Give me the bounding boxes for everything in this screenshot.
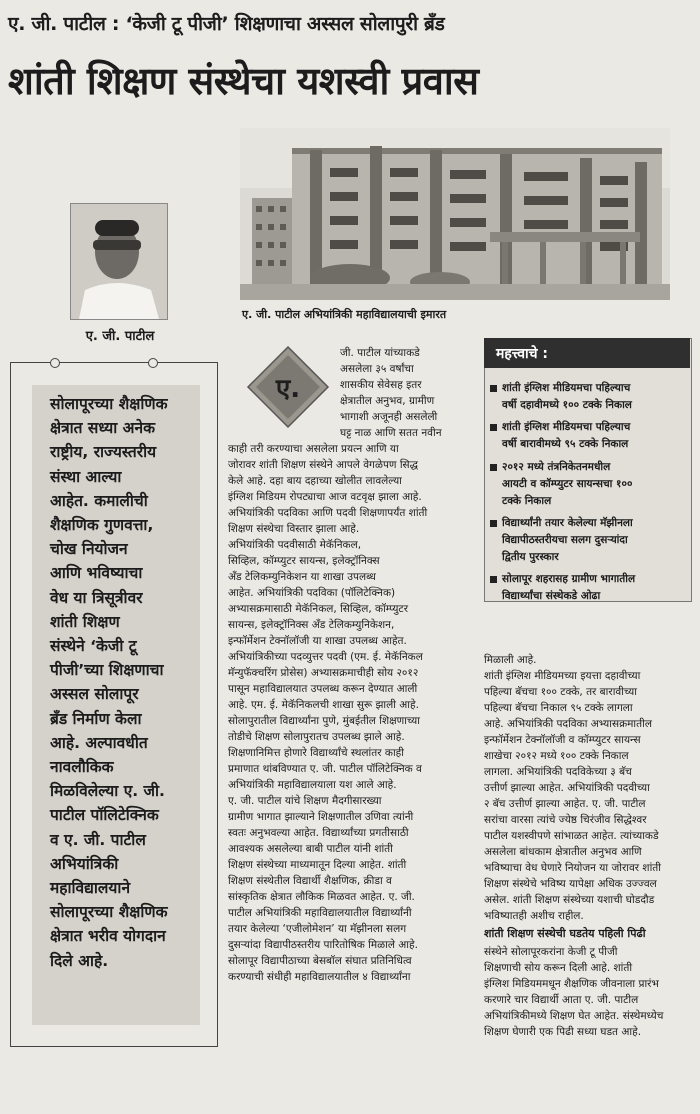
sidebar-line: दिले आहे.: [50, 951, 109, 970]
sidebar-line: व ए. जी. पाटील: [50, 830, 146, 849]
body-line: पाटील अभियांत्रिकी महाविद्यालयातील विद्यार्थ्यांनी: [228, 907, 412, 919]
highlight-line: विद्यार्थ्यांनी तयार केलेल्या मॅझीनला: [502, 517, 633, 529]
bullet-square-icon: [490, 385, 497, 392]
bullet-square-icon: [490, 520, 497, 527]
body-line: शासकीय सेवेसह इतर: [340, 379, 422, 391]
body-line: क्षेत्रातील अनुभव, ग्रामीण: [340, 395, 435, 407]
highlight-line: २०१२ मध्ये तंत्रनिकेतनमधील: [502, 461, 611, 473]
sidebar-line: सोलापूरच्या शैक्षणिक: [50, 395, 168, 413]
body-line: जी. पाटील यांच्याकडे: [340, 347, 420, 359]
highlight-line: शांती इंग्लिश मीडियमचा पहिल्याच: [502, 382, 631, 394]
body-line: पहिल्या बॅचचा १०० टक्के, तर बारावीच्या: [484, 686, 637, 698]
body-line: भविष्यातही अशीच राहील.: [484, 910, 584, 922]
body-line: इंग्लिश मिडियम रोपट्याचा आज वटवृक्ष झाला आहे.: [228, 491, 422, 503]
sidebar-frame-ornament-left: [50, 358, 60, 368]
body-line: आहे. अभियांत्रिकी पदविका अभ्यासक्रमातील: [484, 718, 652, 730]
body-line: जोरावर शांती शिक्षण संस्थेने आपले वेगळेपण सिद्ध: [228, 459, 419, 471]
sidebar-line: नावलौकिक: [50, 758, 114, 777]
body-line: शिक्षण संस्थेच्या माध्यमातून दिल्या आहेत. शांती: [228, 859, 407, 871]
body-line: असलेला ३५ वर्षांचा: [340, 363, 414, 375]
body-line: मिळाली आहे.: [484, 654, 537, 666]
body-line: करण्याची संधीही महाविद्यालयातील ४ विद्यार्थ्यांना: [228, 971, 411, 983]
body-line: तोडीचे शिक्षण सोलापुरातच उपलब्ध झाले आहे.: [228, 731, 405, 743]
body-line: पासून महाविद्यालयात उपलब्ध करून देण्यात आली: [228, 683, 418, 695]
body-line: इन्फॉर्मेशन टेक्नॉलॉजी व कॉम्प्युटर सायन्स: [484, 734, 641, 746]
body-line: आहे. एम. ई. मेकॅनिकलची शाखा सुरू झाली आहे.: [228, 699, 419, 711]
body-line: शिक्षण संस्थेचे भविष्य यापेक्षा अधिक उज्ज्वल: [484, 878, 657, 890]
body-line: स्वतः अनुभवल्या आहेत. विद्यार्थ्यांच्या प्रगतीसाठी: [228, 827, 409, 839]
highlight-line: आयटी व कॉम्प्युटर सायन्सचा १००: [502, 478, 633, 490]
sidebar-line: राष्ट्रीय, राज्यस्तरीय: [50, 443, 157, 462]
sidebar-line: आहेत. कमालीची: [50, 491, 148, 510]
highlight-line: वर्षी दहावीमध्ये १०० टक्के निकाल: [502, 399, 632, 411]
article-kicker: ए. जी. पाटील : ‘केजी टू पीजी’ शिक्षणाचा अस्सल सोलापुरी ब्रँड: [8, 13, 445, 35]
body-line: अँड टेलिकम्युनिकेशन या शाखा उपलब्ध: [228, 571, 376, 583]
body-line: शिक्षण घेणारी एक पिढी सध्या घडत आहे.: [484, 1026, 642, 1038]
sidebar-line: वेध या त्रिसूत्रीवर: [50, 588, 143, 607]
body-line: अभियांत्रिकी पदविका आणि पदवी शिक्षणापर्यंत शांती: [228, 507, 428, 519]
body-line: भविष्याचा वेध घेणारे नियोजन या जोरावर शांती: [484, 862, 662, 874]
sidebar-line: महाविद्यालयाने: [50, 879, 131, 898]
building-photo: [240, 128, 670, 300]
highlight-line: वर्षी बारावीमध्ये ९५ टक्के निकाल: [502, 438, 629, 450]
highlight-line: विद्यार्थ्यांचा संस्थेकडे ओढा: [502, 590, 601, 602]
body-line: अभियांत्रिकीच्या पदव्युत्तर पदवी (एम. ई. मेकॅनिकल: [228, 651, 423, 663]
body-line: दुसऱ्यांदा विद्यापीठस्तरीय पारितोषिक मिळाले आहे.: [228, 939, 418, 951]
body-line: २ बॅच उत्तीर्ण झाल्या आहेत. ए. जी. पाटील: [484, 798, 646, 810]
body-line: शिक्षण संस्थेचा विस्तार झाला आहे.: [228, 523, 360, 535]
bullet-square-icon: [490, 424, 497, 431]
highlights-title: महत्त्वाचे :: [496, 346, 548, 362]
sidebar-frame-ornament-right: [148, 358, 158, 368]
body-line: सायन्स, इलेक्ट्रॉनिक्स अँड टेलिकम्युनिकेशन,: [228, 619, 395, 631]
bullet-square-icon: [490, 464, 497, 471]
body-line: घट्ट नाळ आणि सतत नवीन: [340, 427, 442, 439]
body-line: इन्फॉर्मेशन टेक्नॉलॉजी या शाखा उपलब्ध आहेत.: [228, 635, 407, 647]
sidebar-line: क्षेत्रात सध्या अनेक: [50, 419, 155, 438]
body-line: शाखेचा २०१२ मध्ये १०० टक्के निकाल: [484, 750, 629, 762]
highlight-line: टक्के निकाल: [502, 495, 552, 507]
body-line: लागला. अभियांत्रिकी पदविकेच्या ३ बॅच: [484, 766, 632, 778]
body-line: असलेला बांधकाम क्षेत्रातील अनुभव आणि: [484, 846, 642, 858]
sidebar-line: शैक्षणिक गुणवत्ता,: [50, 516, 154, 535]
body-line: आहेत. अभियांत्रिकी पदविका (पॉलिटेक्निक): [228, 587, 396, 599]
drop-initial-text: ए.: [275, 374, 301, 404]
body-line: सांस्कृतिक क्षेत्रात लौकिक मिळवत आहेत. ए. जी.: [228, 891, 415, 903]
body-line: तयार केलेल्या ‘एजीलोमेशन’ या मॅझीनला सलग: [228, 923, 407, 935]
body-line: अभियांत्रिकी महाविद्यालयाला यश आले आहे.: [228, 779, 397, 791]
body-line: काही तरी करण्याचा असलेला प्रयत्न आणि या: [228, 443, 399, 455]
sidebar-line: पाटील पॉलिटेक्निक: [50, 806, 159, 825]
body-line: ए. जी. पाटील यांचे शिक्षण मैदगीसारख्या: [228, 795, 382, 807]
body-line: करणारे चार विद्यार्थी आता ए. जी. पाटील: [484, 994, 639, 1006]
sidebar-line: अभियांत्रिकी: [50, 854, 119, 873]
sidebar-line: अस्सल सोलापूर: [50, 685, 139, 704]
body-line: असेल. शांती शिक्षण संस्थेच्या यशाची घोडदौड: [484, 894, 655, 906]
body-line: उत्तीर्ण झाल्या आहेत. अभियांत्रिकी पदवीच्या: [484, 782, 650, 794]
sidebar-line: सोलापूरच्या शैक्षणिक: [50, 903, 168, 922]
body-line: पाटील यशस्वीपणे सांभाळत आहेत. त्यांच्याकडे: [484, 830, 659, 842]
body-line: शिक्षण संस्थेतील विद्यार्थी शैक्षणिक, क्रीडा व: [228, 875, 392, 887]
sidebar-line: शांती शिक्षण: [50, 612, 120, 631]
sidebar-line: पीजी’च्या शिक्षणाचा: [50, 661, 164, 680]
body-line: अभियांत्रिकीमध्ये शिक्षण घेत आहेत. संस्थेमध्येच: [484, 1010, 664, 1022]
portrait-name: ए. जी. पाटील: [85, 329, 155, 344]
bullet-square-icon: [490, 576, 497, 583]
body-line: सोलापुरातील विद्यार्थ्यांना पुणे, मुंबईतील शिक्षणाच्या: [228, 715, 420, 727]
highlight-line: शांती इंग्लिश मीडियमचा पहिल्याच: [502, 421, 631, 433]
article-headline: शांती शिक्षण संस्थेचा यशस्वी प्रवास: [8, 59, 479, 103]
body-line: केले आहे. दहा बाय दहाच्या खोलीत लावलेल्या: [228, 475, 402, 487]
sidebar-line: संस्थेने ‘केजी टू: [50, 637, 137, 656]
body-line: अभ्यासक्रमासाठी मेकॅनिकल, सिव्हिल, कॉम्प्युटर: [228, 603, 408, 615]
highlight-line: द्वितीय पुरस्कार: [502, 551, 559, 563]
highlight-line: विद्यापीठस्तरीयचा सलग दुसऱ्यांदा: [502, 534, 628, 546]
body-line: शिक्षणानिमित्त होणारे विद्यार्थ्यांचे स्थलांतर काही: [228, 747, 404, 759]
sidebar-line: मिळविलेल्या ए. जी.: [50, 782, 165, 801]
body-line: ग्रामीण भागात झाल्याने शिक्षणातील उणिवा त्यांनी: [228, 811, 414, 823]
portrait-photo: [70, 203, 168, 320]
body-line: सोलापूर विद्यापीठाच्या बेसबॉल संघात प्रतिनिधित्व: [228, 955, 412, 967]
body-line: अभियांत्रिकी पदवीसाठी मेकॅनिकल,: [228, 539, 362, 551]
body-line: सिव्हिल, कॉम्प्युटर सायन्स, इलेक्ट्रॉनिक्स: [228, 555, 380, 567]
body-line: शिक्षणाची सोय करून दिली आहे. शांती: [484, 962, 633, 974]
sidebar-line: चोख नियोजन: [50, 540, 128, 559]
body-line: आवश्यक असलेल्या बाबी पाटील यांनी शांती: [228, 843, 393, 855]
body-line: भागाशी अजूनही असलेली: [340, 411, 438, 423]
drop-initial-badge: [246, 345, 330, 429]
sidebar-line: संस्था आल्या: [50, 467, 122, 486]
body-line: पहिल्या बॅचचा निकाल ९५ टक्के लागला: [484, 702, 633, 714]
highlight-line: सोलापूर शहरासह ग्रामीण भागातील: [502, 573, 636, 585]
section-subheading: शांती शिक्षण संस्थेची घडतेय पहिली पिढी: [484, 927, 646, 940]
body-line: इंग्लिश मिडियममधून शैक्षणिक जीवनाला प्रारंभ: [484, 978, 659, 990]
sidebar-line: आणि भविष्याचा: [50, 564, 143, 583]
sidebar-line: ब्रँड निर्माण केला: [50, 709, 142, 728]
body-line: संस्थेने सोलापूरकरांना केजी टू पीजी: [484, 946, 618, 958]
body-line: सरांचा वारसा त्यांचे ज्येष्ठ चिरंजीव सिद्धेश्वर: [484, 814, 647, 826]
photo-caption: ए. जी. पाटील अभियांत्रिकी महाविद्यालयाची इमारत: [242, 308, 447, 321]
body-line: मॅन्युफॅक्चरिंग प्रोसेस) अभ्यासक्रमाचीही सोय २०१२: [228, 667, 419, 679]
sidebar-summary: [50, 392, 198, 973]
sidebar-line: क्षेत्रात भरीव योगदान: [50, 927, 166, 946]
body-line: शांती इंग्लिश मीडियमच्या इयत्ता दहावीच्या: [484, 670, 641, 682]
sidebar-line: आहे. अल्पावधीत: [50, 733, 148, 752]
body-line: प्रमाणात थांबविण्यात ए. जी. पाटील पॉलिटेक्निक व: [228, 763, 422, 775]
